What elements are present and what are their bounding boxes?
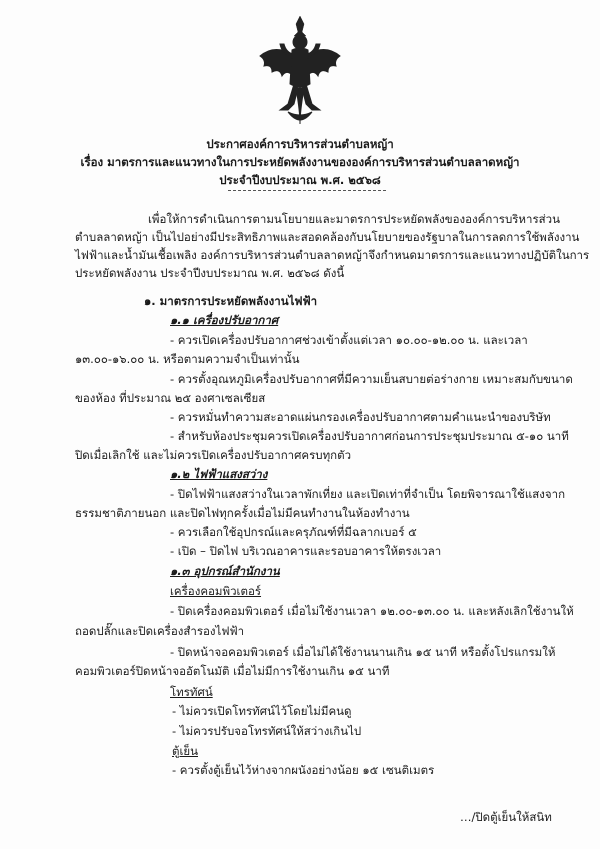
fridge-heading: ตู้เย็น [172,744,198,758]
continuation-note: …/ปิดตู้เย็นให้สนิท [460,810,552,824]
fridge-line: - ควรตั้งตู้เย็นไว้ห่างจากผนังอย่างน้อย ๑๕ เซนติเมตร [172,763,435,777]
doc-title-line3: ประจำปีงบประมาณ พ.ศ. ๒๕๖๘ [219,173,381,187]
lighting-line: - ปิดไฟฟ้าแสงสว่างในเวลาพักเที่ยง และเปิดเท่าที่จำเป็น โดยพิจารณาใช้แสงจาก [170,487,566,501]
aircon-line: - ควรหมั่นทำความสะอาดแผ่นกรองเครื่องปรับอากาศตามคำแนะนำของบริษัท [170,410,551,424]
doc-title-line2: เรื่อง มาตรการและแนวทางในการประหยัดพลังงานขององค์การบริหารส่วนตำบลลาดหญ้า [80,155,520,169]
subsection-lighting-heading: ๑.๒ ไฟฟ้าแสงสว่าง [170,467,268,481]
aircon-line: - ควรเปิดเครื่องปรับอากาศช่วงเข้าตั้งแต่เวลา ๑๐.๐๐-๑๒.๐๐ น. และเวลา [170,333,528,347]
section1-heading: ๑. มาตรการประหยัดพลังงานไฟฟ้า [144,294,318,308]
aircon-line: - ควรตั้งอุณหภูมิเครื่องปรับอากาศที่มีความเย็นสบายต่อร่างกาย เหมาะสมกับขนาด [170,372,573,386]
computer-line: คอมพิวเตอร์ปิดหน้าจออัตโนมัติ เมื่อไม่มีการใช้งานเกิน ๑๕ นาที [75,664,390,678]
tv-line: - ไม่ควรปรับจอโทรทัศน์ให้สว่างเกินไป [172,724,362,738]
aircon-line: ของห้อง ที่ประมาณ ๒๕ องศาเซลเซียส [75,391,266,405]
computer-heading: เครื่องคอมพิวเตอร์ [170,584,262,598]
intro-line: ประหยัดพลังงาน ประจำปีงบประมาณ พ.ศ. ๒๕๖๘ ดังนี้ [75,266,345,280]
subsection-aircon-heading: ๑.๑ เครื่องปรับอากาศ [170,313,279,327]
computer-line: ถอดปลั๊กและปิดเครื่องสำรองไฟฟ้า [75,624,245,638]
aircon-line: ๑๓.๐๐-๑๖.๐๐ น. หรือตามความจำเป็นเท่านั้น [75,352,300,366]
computer-line: - ปิดเครื่องคอมพิวเตอร์ เมื่อไม่ใช้งานเวลา ๑๒.๐๐-๑๓.๐๐ น. และหลังเลิกใช้งานให้ [170,604,574,618]
intro-line: ตำบลลาดหญ้า เป็นไปอย่างมีประสิทธิภาพและสอดคล้องกับนโยบายของรัฐบาลในการลดการใช้พลังงาน [75,230,580,244]
computer-line: - ปิดหน้าจอคอมพิวเตอร์ เมื่อไม่ได้ใช้งานนานเกิน ๑๕ นาที หรือตั้งโปรแกรมให้ [170,645,556,659]
tv-line: - ไม่ควรเปิดโทรทัศน์ไว้โดยไม่มีคนดู [172,704,352,718]
title-divider [228,190,386,191]
tv-heading: โทรทัศน์ [170,685,213,699]
intro-line: ไฟฟ้าและน้ำมันเชื้อเพลิง องค์การบริหารส่วนตำบลลาดหญ้าจึงกำหนดมาตรการและแนวทางปฏิบัติในการ [75,248,590,262]
lighting-line: - ควรเลือกใช้อุปกรณ์และครุภัณฑ์ที่มีฉลากเบอร์ ๕ [170,525,417,539]
aircon-line: ปิดเมื่อเลิกใช้ และไม่ควรเปิดเครื่องปรับอากาศครบทุกตัว [75,448,352,462]
aircon-line: - สำหรับห้องประชุมควรเปิดเครื่องปรับอากาศก่อนการประชุมประมาณ ๕-๑๐ นาที [170,429,569,443]
doc-title-line1: ประกาศองค์การบริหารส่วนตำบลหญ้า [206,137,394,151]
lighting-line: ธรรมชาติภายนอก และปิดไฟทุกครั้งเมื่อไม่มีคนทำงานในห้องทำงาน [75,506,410,520]
intro-line: เพื่อให้การดำเนินการตามนโยบายและมาตรการประหยัดพลังขององค์การบริหารส่วน [148,212,560,226]
garuda-emblem-icon [258,14,342,126]
subsection-office-heading: ๑.๓ อุปกรณ์สำนักงาน [170,564,280,578]
lighting-line: - เปิด – ปิดไฟ บริเวณอาคารและรอบอาคารให้ตรงเวลา [170,544,442,558]
